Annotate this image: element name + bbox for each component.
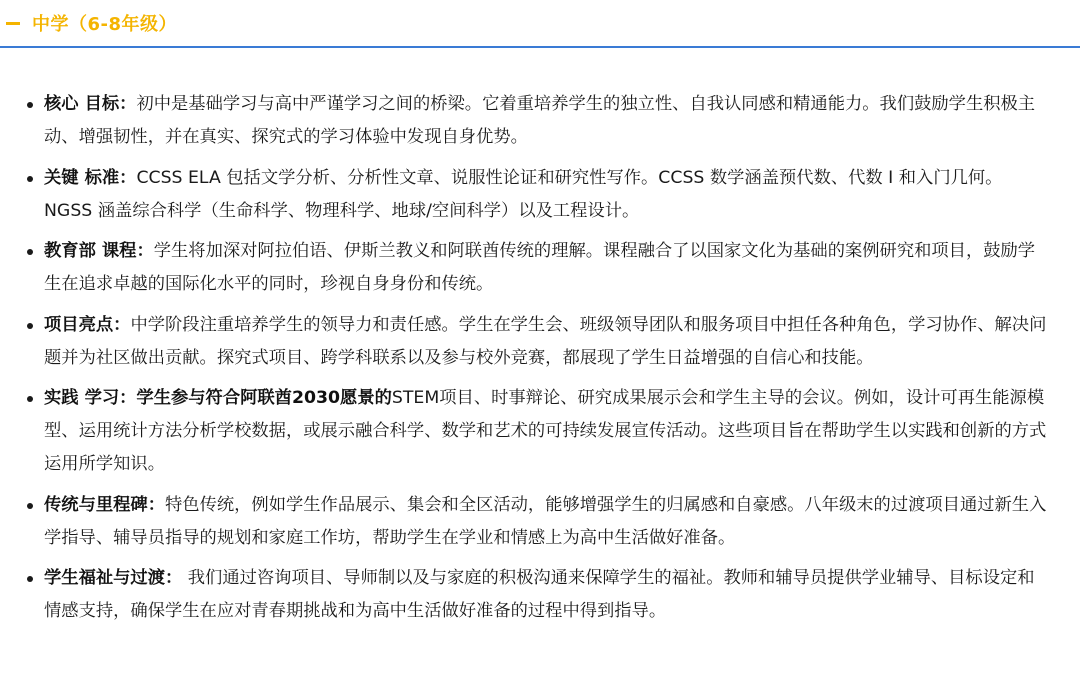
item-text: 我们通过咨询项目、导师制以及与家庭的积极沟通来保障学生的福祉。教师和辅导员提供学业辅导、目标设定和情感支持，确保学生在应对青春期挑战和为高中生活做好准备的过程中得到指导。 bbox=[44, 568, 1035, 621]
list-item-highlights bbox=[26, 309, 1050, 375]
list-item-goals bbox=[26, 88, 1050, 154]
item-separator: ： bbox=[113, 314, 131, 335]
item-text: CCSS ELA 包括文学分析、分析性文章、说服性论证和研究性写作。CCSS 数学涵盖预代数、代数 I 和入门几何。NGSS 涵盖综合科学（生命科学、物理科学、地球/空间科学）以及工程设计。 bbox=[44, 167, 1003, 221]
section-content bbox=[0, 48, 1080, 628]
list-item-practical-learning bbox=[26, 382, 1050, 481]
item-text: 学生将加深对阿拉伯语、伊斯兰教义和阿联酋传统的理解。课程融合了以国家文化为基础的案例研究和项目，鼓励学生在追求卓越的国际化水平的同时，珍视自身身份和传统。 bbox=[44, 241, 1036, 294]
list-item-standards bbox=[26, 162, 1050, 228]
item-label: 项目亮点 bbox=[44, 314, 114, 335]
item-text: 中学阶段注重培养学生的领导力和责任感。学生在学生会、班级领导团队和服务项目中担任各种角色，学习协作、解决问题并为社区做出贡献。探究式项目、跨学科联系以及参与校外竞赛，都展现了学生日益增强的自信心和技能。 bbox=[44, 314, 1047, 368]
item-text: 特色传统，例如学生作品展示、集会和全区活动，能够增强学生的归属感和自豪感。八年级末的过渡项目通过新生入学指导、辅导员指导的规划和家庭工作坊，帮助学生在学业和情感上为高中生活做好准备。 bbox=[44, 494, 1047, 548]
list-item-moe-curriculum bbox=[26, 235, 1050, 301]
collapse-minus-icon[interactable] bbox=[6, 22, 20, 25]
section-header[interactable] bbox=[0, 0, 1080, 48]
list-item-wellbeing bbox=[26, 562, 1050, 628]
list-item-traditions bbox=[26, 489, 1050, 555]
item-label: 实践 学习：学生参与符合阿联酋2030愿景的 bbox=[44, 388, 392, 408]
item-separator: ： bbox=[164, 568, 183, 588]
item-label: 教育部 课程 bbox=[44, 241, 137, 261]
item-separator: ： bbox=[147, 494, 165, 515]
item-separator: ： bbox=[136, 241, 154, 261]
item-label: 学生福祉与过渡 bbox=[44, 568, 165, 588]
item-label: 核心 目标 bbox=[44, 94, 120, 114]
item-separator: ： bbox=[119, 167, 137, 188]
item-separator: ： bbox=[119, 94, 137, 114]
item-text: 初中是基础学习与高中严谨学习之间的桥梁。它着重培养学生的独立性、自我认同感和精通能力。我们鼓励学生积极主动、增强韧性，并在真实、探究式的学习体验中发现自身优势。 bbox=[44, 94, 1036, 147]
item-label: 关键 标准 bbox=[44, 167, 120, 188]
item-label: 传统与里程碑 bbox=[44, 494, 148, 515]
item-text: STEM项目、时事辩论、研究成果展示会和学生主导的会议。例如，设计可再生能源模型、运用统计方法分析学校数据，或展示融合科学、数学和艺术的可持续发展宣传活动。这些项目旨在帮助学生以实践和创新的方式运用所学知识。 bbox=[44, 388, 1047, 474]
bullet-list bbox=[26, 88, 1050, 628]
section-title: 中学（6-8年级） bbox=[32, 14, 178, 35]
